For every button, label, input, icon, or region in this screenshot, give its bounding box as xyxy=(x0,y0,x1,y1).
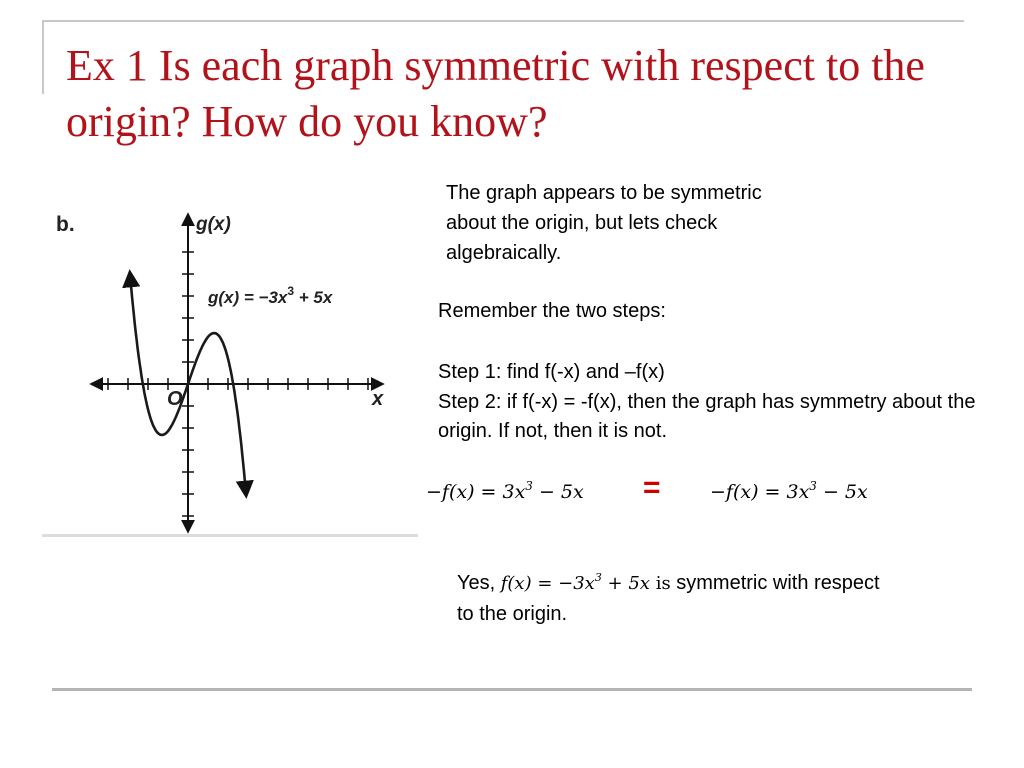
step-1-text: Step 1: find f(-x) and –f(x) xyxy=(438,361,665,383)
y-axis-label: g(x) xyxy=(196,214,231,235)
step-2-text: Step 2: if f(-x) = -f(x), then the graph has symmetry about the origin. If not, then it is not. xyxy=(438,391,976,442)
graph-svg xyxy=(40,195,418,540)
part-label: b. xyxy=(56,213,75,236)
conclusion-expression: 𝑓(𝑥) = −3𝑥$^3$ + 5𝑥 xyxy=(500,571,650,594)
slide-title: Ex 1 Is each graph symmetric with respect to the origin? How do you know? xyxy=(66,41,925,146)
frame-bottom-line xyxy=(52,688,972,691)
graph-figure xyxy=(40,195,418,540)
remember-text: Remember the two steps: xyxy=(438,300,666,322)
frame-left-line xyxy=(42,20,44,94)
origin-label: O xyxy=(167,388,183,410)
figure-baseline xyxy=(42,534,418,537)
left-expression: −𝑓(𝑥) = 3𝑥$^3$ − 5𝑥 xyxy=(426,479,584,503)
intro-text: The graph appears to be symmetric about the origin, but lets check algebraically. xyxy=(446,182,762,264)
frame-top-line xyxy=(42,20,964,22)
conclusion-text: Yes, 𝑓(𝑥) = −3𝑥$^3$ + 5𝑥 is symmetric with respect to the origin. xyxy=(457,571,880,625)
x-axis-label: x xyxy=(372,388,384,410)
graph-equation: $g(x) = -3x^3 + 5x$ xyxy=(208,284,333,307)
equals-sign: = xyxy=(643,471,661,504)
right-expression: −𝑓(𝑥) = 3𝑥$^3$ − 5𝑥 xyxy=(710,479,868,503)
